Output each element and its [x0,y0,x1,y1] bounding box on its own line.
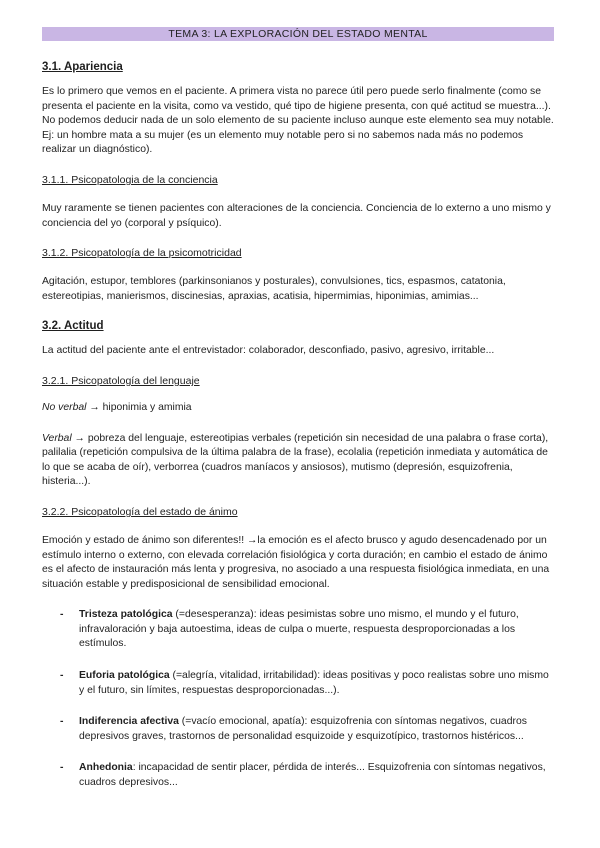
list-item [42,608,554,652]
list-item-text: : incapacidad de sentir placer, pérdida de interés... Esquizofrenia con síntomas negativos, cuadros depresivos... [79,762,546,789]
paragraph-verbal [42,432,554,490]
list-dash: - [60,762,64,774]
chapter-title-bar: TEMA 3: LA EXPLORACIÓN DEL ESTADO MENTAL [42,27,554,41]
subsection-heading-lenguaje: 3.2.1. Psicopatología del lenguaje [42,374,200,387]
paragraph-conciencia: Muy raramente se tienen pacientes con alteraciones de la conciencia. Conciencia de lo externo a uno mismo y conciencia del yo (corporal y psíquico). [42,202,551,229]
paragraph-actitud: La actitud del paciente ante el entrevistador: colaborador, desconfiado, pasivo, agresivo, irritable... [42,345,495,357]
document-page [42,27,554,791]
list-item [42,715,554,744]
list-item-term: Euforia patológica [79,670,170,682]
section-heading-apariencia: 3.1. Apariencia [42,61,123,73]
list-item-term: Anhedonia [79,762,133,774]
list-dash: - [60,716,64,728]
subsection-heading-psicomotricidad: 3.1.2. Psicopatología de la psicomotricidad [42,247,242,260]
list-dash: - [60,609,64,621]
subsection-heading-estado-animo: 3.2.2. Psicopatología del estado de ánimo [42,505,238,518]
list-item-text: (=desesperanza): ideas pesimistas sobre uno mismo, el mundo y el futuro, infravaloración y baja autoestima, ideas de culpa o muerte, respuesta desproporcionadas a los estímulos. [79,609,519,650]
paragraph-psicomotricidad: Agitación, estupor, temblores (parkinsonianos y posturales), convulsiones, tics, espasmos, catatonia, estereotipias, manierismos, discinesias, apraxias, acatisia, hipermimias, hiponimias, amimias... [42,276,506,302]
list-item [42,761,554,790]
list-item [42,669,554,698]
paragraph-estado-animo: Emoción y estado de ánimo son diferentes!! →la emoción es el afecto brusco y agudo desencadenado por un estímulo interno o externo, con elevada correlación fisiológica y corta duración; en cambio el estado de ánimo es el afecto de instauración más lenta y progresiva, no asociado a una respuesta fisiológica inmediata, en una situación estable y predisposicional de sensibilidad emocional. [42,534,550,590]
section-heading-actitud: 3.2. Actitud [42,320,104,333]
list-item-text: (=vacío emocional, apatía): esquizofrenia con síntomas negativos, cuadros depresivos graves, trastornos de personalidad esquizoide y esquizotípico, trastornos histéricos... [79,716,527,742]
subsection-heading-conciencia: 3.1.1. Psicopatologia de la conciencia [42,173,218,186]
paragraph-apariencia: Es lo primero que vemos en el paciente. A primera vista no parece útil pero puede serlo finalmente (como se presenta el paciente en la visita, como va vestido, qué tipo de higiene presenta, con qué actitud se muestra...). No podemos deducir nada de un solo elemento de su paciente incluso aunque este elemento sea muy notable. Ej: un hombre mata a su mujer (es un elemento muy notable pero si no sabemos nada más no podemos realizar un diagnóstico). [42,86,554,156]
verbal-label: Verbal → [42,432,85,444]
no-verbal-text: hiponimia y amimia [99,401,192,413]
list-item-term: Tristeza patológica [79,609,173,621]
list-dash: - [60,670,64,682]
list-item-text: (=alegría, vitalidad, irritabilidad): ideas positivas y poco realistas sobre uno mismo y el futuro, sin límites, respuestas desproporcionadas...). [79,670,549,696]
paragraph-no-verbal [42,401,554,416]
mood-disorders-list [42,608,554,790]
verbal-text: pobreza del lenguaje, estereotipias verbales (repetición sin necesidad de una palabra o frase corta), palilalia (repetición compulsiva de la última palabra de la frase), ecolalia (repetición inmediata y automática de lo que se acaba de oír), verborrea (cuadros maníacos y ansiosos), mutismo (depresión, esquizofrenia, histeria...). [42,432,549,488]
list-item-term: Indiferencia afectiva [79,716,179,728]
no-verbal-label: No verbal → [42,401,100,413]
